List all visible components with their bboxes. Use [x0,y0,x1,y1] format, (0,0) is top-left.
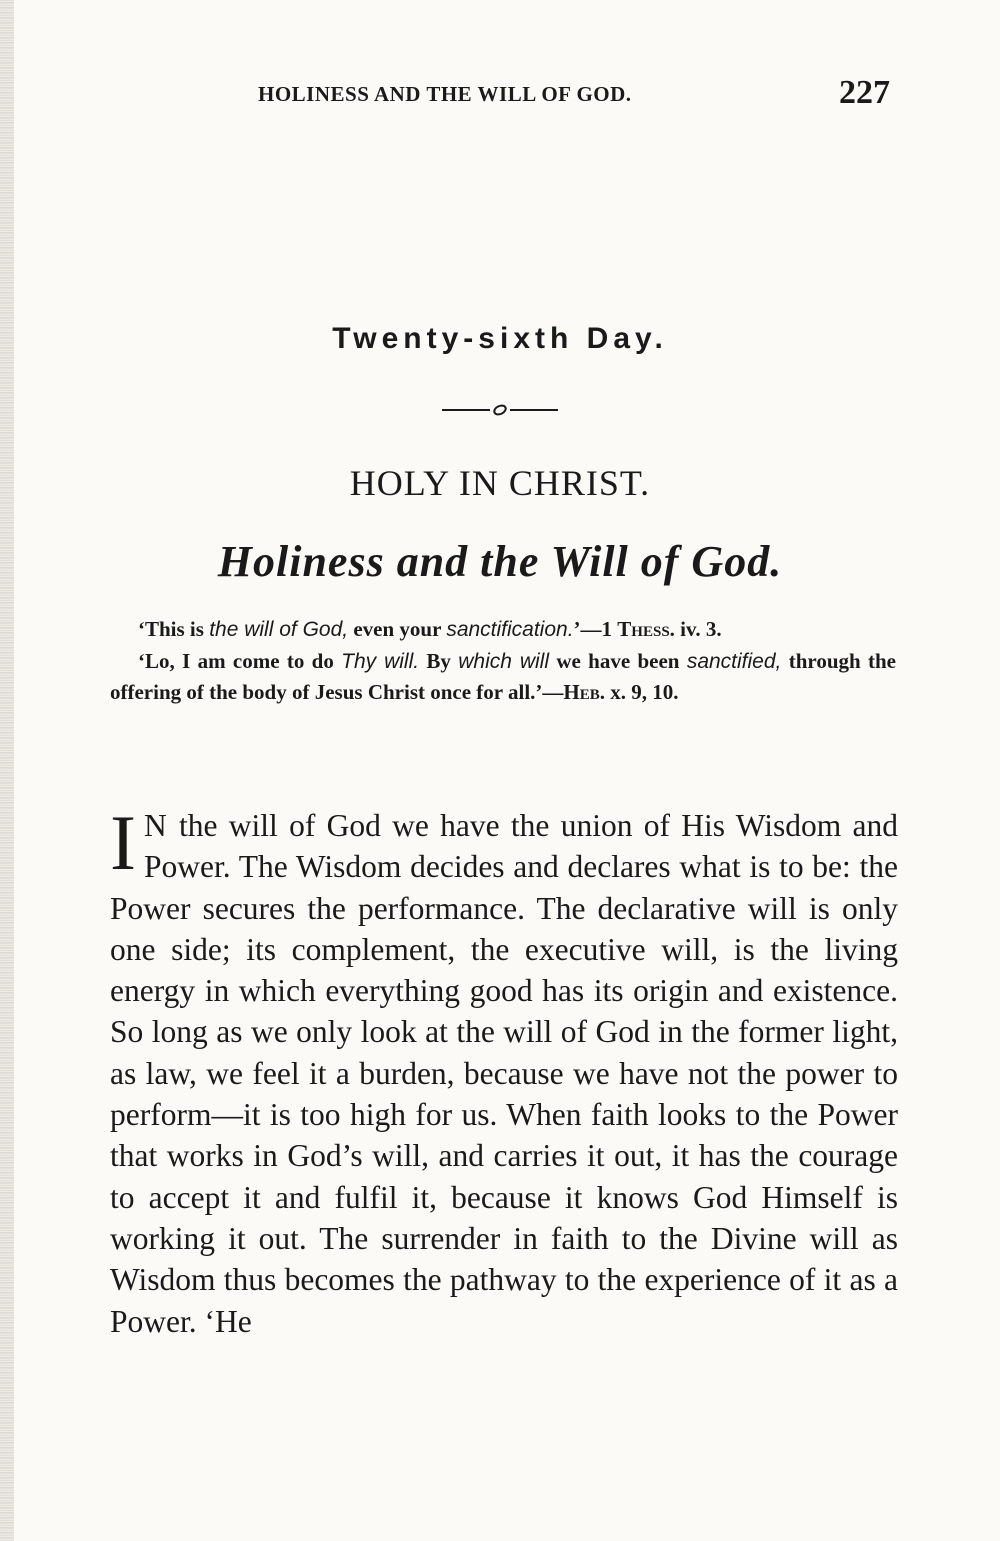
epigraph-2-italic: which will [458,649,550,673]
epigraph-1-reference: Thess. [617,617,675,641]
body-paragraph [110,799,898,1342]
page-number: 227 [839,74,890,111]
chapter-subtitle: Holiness and the Will of God. [217,537,783,586]
epigraph-2-text: ‘Lo, I am come to do [138,648,342,673]
epigraph-quote-1 [110,614,896,646]
epigraph-1-text: ’—1 [573,617,618,641]
running-head [258,74,898,114]
epigraph-2-text: By [419,648,459,673]
epigraph-1-text: iv. 3. [674,617,722,641]
page-edge-shadow [0,0,14,1541]
running-title: HOLINESS AND THE WILL OF GOD. [258,82,632,106]
chapter-title: HOLY IN CHRIST. [349,463,651,503]
day-heading: Twenty-sixth Day. [332,322,668,355]
epigraph-1-italic: sanctification. [446,618,574,641]
epigraph-1-text: even your [348,617,447,641]
epigraph [110,614,896,709]
epigraph-2-reference: Heb. [563,680,606,704]
epigraph-quote-2 [110,646,896,709]
epigraph-2-text: we have been [549,648,687,673]
epigraph-2-text: through the offering of the body of Jesus Christ once for all.’— [110,648,896,704]
epigraph-2-text: x. 9, 10. [605,680,679,704]
epigraph-2-italic: sanctified, [686,649,782,673]
body-paragraph-text: the will of God we have the union of His Wisdom and Power. The Wisdom decides and declares what is to be: the Power secures the performance. The declarative will is only one side; its complement, the executive will, is the living energy in which everything good has its origin and existence. So long as we only look at the will of God in the former light, as law, we feel it a burden, because we have not the power to perform—it is too high for us. When faith looks to the Power that works in God’s will, and carries it out, it has the courage to accept it and fulfil it, because it knows God Himself is working it out. The surrender in faith to the Divine will as Wisdom thus becomes the pathway to the experience of it as a Power. ‘He [110,808,898,1339]
ornament-divider [440,400,560,420]
first-word: N [143,808,168,843]
epigraph-1-text: ‘This is [138,617,210,641]
epigraph-2-italic: Thy will. [341,649,420,673]
drop-cap: I [110,799,136,886]
body-text [110,799,898,1342]
epigraph-1-italic: the will of God, [209,618,349,641]
